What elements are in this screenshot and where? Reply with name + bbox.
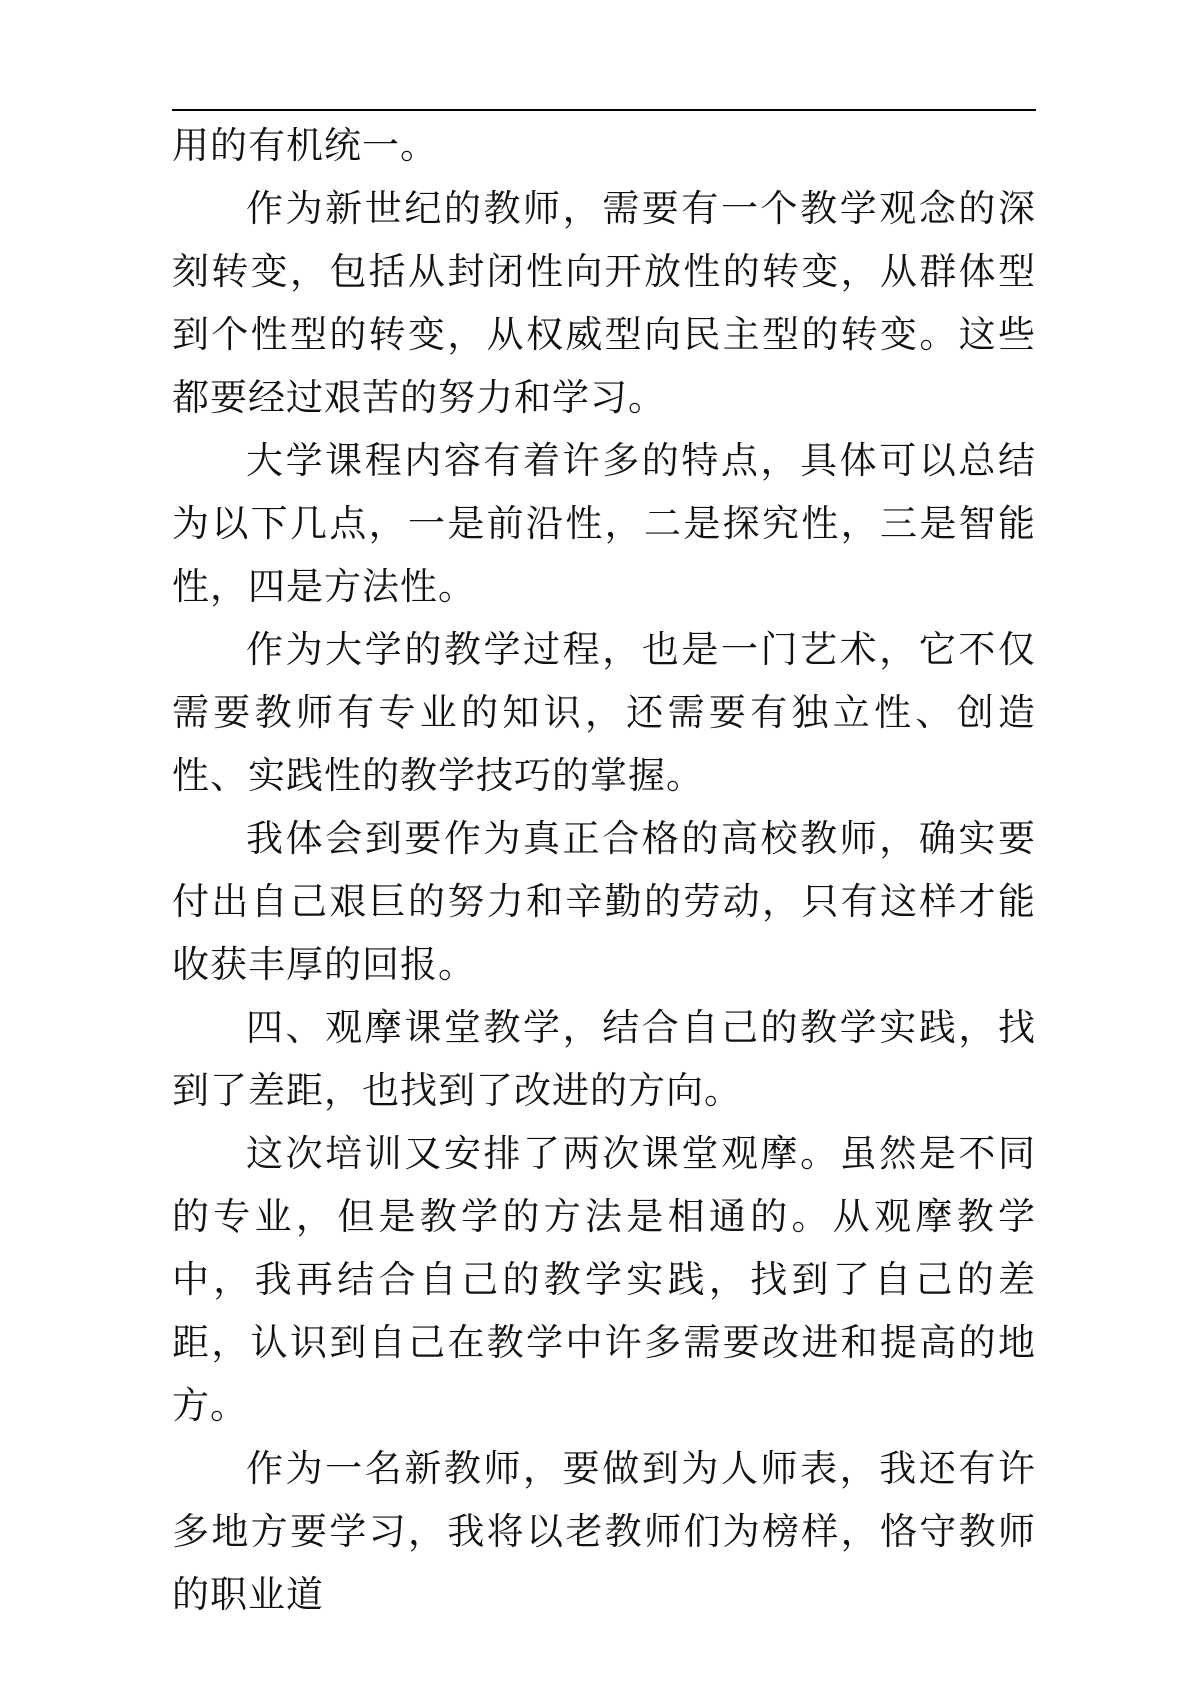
paragraph-7: 这次培训又安排了两次课堂观摩。虽然是不同的专业，但是教学的方法是相通的。从观摩教学中，我再结合自己的教学实践，找到了自己的差距，认识到自己在教学中许多需要改进和提高的地方。	[172, 1132, 1036, 1427]
paragraph-1: 用的有机统一。	[172, 124, 438, 167]
paragraph-4: 作为大学的教学过程，也是一门艺术，它不仅需要教师有专业的知识，还需要有独立性、创造性、实践性的教学技巧的掌握。	[172, 628, 1036, 797]
paragraph-2: 作为新世纪的教师，需要有一个教学观念的深刻转变，包括从封闭性向开放性的转变，从群体型到个性型的转变，从权威型向民主型的转变。这些都要经过艰苦的努力和学习。	[172, 187, 1036, 419]
paragraph-8: 作为一名新教师，要做到为人师表，我还有许多地方要学习，我将以老教师们为榜样，恪守教师的职业道	[172, 1447, 1036, 1616]
paragraph-5: 我体会到要作为真正合格的高校教师，确实要付出自己艰巨的努力和辛勤的劳动，只有这样才能收获丰厚的回报。	[172, 817, 1036, 986]
paragraph-3: 大学课程内容有着许多的特点，具体可以总结为以下几点，一是前沿性，二是探究性，三是智能性，四是方法性。	[172, 439, 1036, 608]
section-heading-4: 四、观摩课堂教学，结合自己的教学实践，找到了差距，也找到了改进的方向。	[172, 1006, 1036, 1112]
header-rule	[172, 109, 1036, 111]
body-text	[172, 114, 1036, 1626]
